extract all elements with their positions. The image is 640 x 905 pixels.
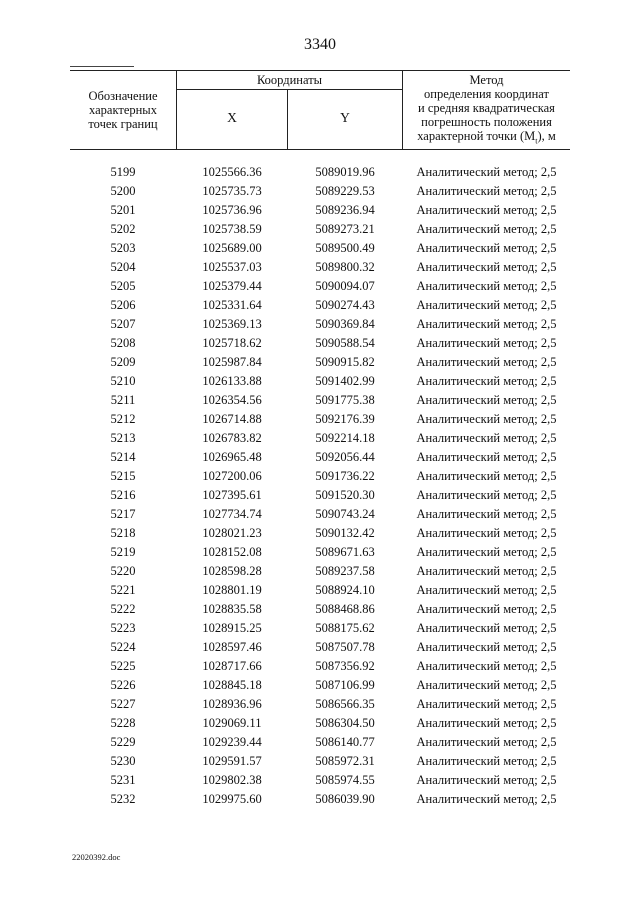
method-cell: Аналитический метод; 2,5 xyxy=(416,659,557,673)
y-coordinate-cell: 5092176.39 xyxy=(315,412,375,426)
method-cell: Аналитический метод; 2,5 xyxy=(416,792,557,806)
x-coordinate-cell: 1026354.56 xyxy=(202,393,262,407)
x-coordinate-cell: 1028801.19 xyxy=(202,583,262,597)
table-row xyxy=(70,277,570,296)
method-cell: Аналитический метод; 2,5 xyxy=(416,640,557,654)
y-coordinate-cell: 5087356.92 xyxy=(315,659,375,673)
table-row xyxy=(70,391,570,410)
table-row xyxy=(70,657,570,676)
method-cell: Аналитический метод; 2,5 xyxy=(416,678,557,692)
header-subscript: t xyxy=(535,136,538,146)
method-cell: Аналитический метод; 2,5 xyxy=(416,393,557,407)
y-coordinate-cell: 5090274.43 xyxy=(315,298,375,312)
header-line: и средняя квадратическая xyxy=(418,101,555,115)
point-id-cell: 5224 xyxy=(110,640,136,654)
point-id-cell: 5218 xyxy=(110,526,136,540)
method-cell: Аналитический метод; 2,5 xyxy=(416,564,557,578)
y-coordinate-cell: 5089273.21 xyxy=(315,222,375,236)
header-text: характерной точки (M xyxy=(417,129,536,143)
y-coordinate-cell: 5090915.82 xyxy=(315,355,375,369)
point-id-cell: 5222 xyxy=(110,602,136,616)
y-coordinate-cell: 5091402.99 xyxy=(315,374,375,388)
y-coordinate-cell: 5087106.99 xyxy=(315,678,375,692)
x-coordinate-cell: 1025736.96 xyxy=(202,203,262,217)
table-row xyxy=(70,182,570,201)
point-id-cell: 5206 xyxy=(110,298,136,312)
table-row xyxy=(70,220,570,239)
point-id-cell: 5215 xyxy=(110,469,136,483)
y-coordinate-cell: 5089019.96 xyxy=(315,165,375,179)
point-id-cell: 5217 xyxy=(110,507,136,521)
y-coordinate-cell: 5091736.22 xyxy=(315,469,375,483)
y-coordinate-cell: 5090094.07 xyxy=(315,279,375,293)
header-method xyxy=(403,73,570,149)
table-row xyxy=(70,543,570,562)
y-coordinate-cell: 5088924.10 xyxy=(315,583,375,597)
x-coordinate-cell: 1025689.00 xyxy=(202,241,262,255)
y-coordinate-cell: 5092214.18 xyxy=(315,431,375,445)
x-coordinate-cell: 1026133.88 xyxy=(202,374,262,388)
y-coordinate-cell: 5086304.50 xyxy=(315,716,375,730)
x-coordinate-cell: 1028597.46 xyxy=(202,640,262,654)
method-cell: Аналитический метод; 2,5 xyxy=(416,450,557,464)
x-coordinate-cell: 1029239.44 xyxy=(202,735,262,749)
point-id-cell: 5229 xyxy=(110,735,136,749)
y-coordinate-cell: 5086140.77 xyxy=(315,735,375,749)
method-cell: Аналитический метод; 2,5 xyxy=(416,412,557,426)
method-cell: Аналитический метод; 2,5 xyxy=(416,241,557,255)
point-id-cell: 5211 xyxy=(110,393,136,407)
footer-filename: 22020392.doc xyxy=(72,852,121,862)
table-row xyxy=(70,372,570,391)
method-cell: Аналитический метод; 2,5 xyxy=(416,203,557,217)
point-id-cell: 5225 xyxy=(110,659,136,673)
y-coordinate-cell: 5091520.30 xyxy=(315,488,375,502)
table-row xyxy=(70,315,570,334)
y-coordinate-cell: 5085974.55 xyxy=(315,773,375,787)
x-coordinate-cell: 1025537.03 xyxy=(202,260,262,274)
y-coordinate-cell: 5089236.94 xyxy=(315,203,375,217)
header-line: точек границ xyxy=(88,117,158,131)
x-coordinate-cell: 1028717.66 xyxy=(202,659,262,673)
table-row xyxy=(70,714,570,733)
method-cell: Аналитический метод; 2,5 xyxy=(416,602,557,616)
x-coordinate-cell: 1026965.48 xyxy=(202,450,262,464)
y-coordinate-cell: 5090588.54 xyxy=(315,336,375,350)
x-coordinate-cell: 1028021.23 xyxy=(202,526,262,540)
point-id-cell: 5210 xyxy=(110,374,136,388)
x-coordinate-cell: 1028845.18 xyxy=(202,678,262,692)
table-row xyxy=(70,486,570,505)
method-cell: Аналитический метод; 2,5 xyxy=(416,165,557,179)
point-id-cell: 5219 xyxy=(110,545,136,559)
method-cell: Аналитический метод; 2,5 xyxy=(416,336,557,350)
method-cell: Аналитический метод; 2,5 xyxy=(416,507,557,521)
table-row xyxy=(70,695,570,714)
point-id-cell: 5199 xyxy=(110,165,136,179)
x-coordinate-cell: 1025738.59 xyxy=(202,222,262,236)
y-coordinate-cell: 5091775.38 xyxy=(315,393,375,407)
point-id-cell: 5231 xyxy=(110,773,136,787)
y-coordinate-cell: 5090743.24 xyxy=(315,507,375,521)
coordinates-table xyxy=(70,70,570,806)
method-cell: Аналитический метод; 2,5 xyxy=(416,583,557,597)
method-cell: Аналитический метод; 2,5 xyxy=(416,697,557,711)
table-row xyxy=(70,429,570,448)
point-id-cell: 5212 xyxy=(110,412,136,426)
point-id-cell: 5207 xyxy=(110,317,136,331)
y-coordinate-cell: 5087507.78 xyxy=(315,640,375,654)
y-coordinate-cell: 5088468.86 xyxy=(315,602,375,616)
y-coordinate-cell: 5086039.90 xyxy=(315,792,375,806)
method-cell: Аналитический метод; 2,5 xyxy=(416,488,557,502)
y-coordinate-cell: 5085972.31 xyxy=(315,754,375,768)
table-row xyxy=(70,163,570,182)
header-x: X xyxy=(227,110,237,125)
point-id-cell: 5228 xyxy=(110,716,136,730)
table-row xyxy=(70,619,570,638)
table-row xyxy=(70,676,570,695)
method-cell: Аналитический метод; 2,5 xyxy=(416,260,557,274)
method-cell: Аналитический метод; 2,5 xyxy=(416,222,557,236)
top-rule xyxy=(70,66,134,67)
x-coordinate-cell: 1025331.64 xyxy=(202,298,262,312)
table-row xyxy=(70,258,570,277)
header-text: ), м xyxy=(537,129,556,143)
x-coordinate-cell: 1028152.08 xyxy=(202,545,262,559)
point-id-cell: 5216 xyxy=(110,488,136,502)
table-row xyxy=(70,448,570,467)
y-coordinate-cell: 5090132.42 xyxy=(315,526,375,540)
method-cell: Аналитический метод; 2,5 xyxy=(416,279,557,293)
table-row xyxy=(70,296,570,315)
x-coordinate-cell: 1025735.73 xyxy=(202,184,262,198)
x-coordinate-cell: 1027395.61 xyxy=(202,488,262,502)
x-coordinate-cell: 1029975.60 xyxy=(202,792,262,806)
y-coordinate-cell: 5089229.53 xyxy=(315,184,375,198)
method-cell: Аналитический метод; 2,5 xyxy=(416,754,557,768)
header-coordinates-rule xyxy=(177,89,402,90)
method-cell: Аналитический метод; 2,5 xyxy=(416,735,557,749)
point-id-cell: 5232 xyxy=(110,792,136,806)
y-coordinate-cell: 5089671.63 xyxy=(315,545,375,559)
method-cell: Аналитический метод; 2,5 xyxy=(416,431,557,445)
table-row xyxy=(70,467,570,486)
x-coordinate-cell: 1028936.96 xyxy=(202,697,262,711)
table-body xyxy=(70,163,570,809)
method-cell: Аналитический метод; 2,5 xyxy=(416,469,557,483)
x-coordinate-cell: 1027734.74 xyxy=(202,507,262,521)
table-row xyxy=(70,410,570,429)
method-cell: Аналитический метод; 2,5 xyxy=(416,298,557,312)
page-number: 3340 xyxy=(304,36,336,53)
table-row xyxy=(70,790,570,809)
method-cell: Аналитический метод; 2,5 xyxy=(416,184,557,198)
point-id-cell: 5201 xyxy=(110,203,136,217)
x-coordinate-cell: 1029069.11 xyxy=(202,716,262,730)
method-cell: Аналитический метод; 2,5 xyxy=(416,374,557,388)
point-id-cell: 5213 xyxy=(110,431,136,445)
header-y: Y xyxy=(340,110,350,125)
y-coordinate-cell: 5092056.44 xyxy=(315,450,375,464)
method-cell: Аналитический метод; 2,5 xyxy=(416,317,557,331)
method-cell: Аналитический метод; 2,5 xyxy=(416,545,557,559)
header-line: Обозначение xyxy=(88,89,158,103)
y-coordinate-cell: 5086566.35 xyxy=(315,697,375,711)
x-coordinate-cell: 1027200.06 xyxy=(202,469,262,483)
method-cell: Аналитический метод; 2,5 xyxy=(416,773,557,787)
point-id-cell: 5204 xyxy=(110,260,136,274)
point-id-cell: 5202 xyxy=(110,222,136,236)
header-line xyxy=(403,129,570,149)
x-coordinate-cell: 1025369.13 xyxy=(202,317,262,331)
table-row xyxy=(70,638,570,657)
x-coordinate-cell: 1025379.44 xyxy=(202,279,262,293)
point-id-cell: 5205 xyxy=(110,279,136,293)
point-id-cell: 5226 xyxy=(110,678,136,692)
point-id-cell: 5227 xyxy=(110,697,136,711)
header-line: характерных xyxy=(89,103,157,117)
point-id-cell: 5209 xyxy=(110,355,136,369)
point-id-cell: 5208 xyxy=(110,336,136,350)
table-row xyxy=(70,752,570,771)
point-id-cell: 5203 xyxy=(110,241,136,255)
method-cell: Аналитический метод; 2,5 xyxy=(416,355,557,369)
x-coordinate-cell: 1025718.62 xyxy=(202,336,262,350)
y-coordinate-cell: 5089500.49 xyxy=(315,241,375,255)
y-coordinate-cell: 5089800.32 xyxy=(315,260,375,274)
table-row xyxy=(70,562,570,581)
x-coordinate-cell: 1026783.82 xyxy=(202,431,262,445)
table-row xyxy=(70,334,570,353)
x-coordinate-cell: 1028915.25 xyxy=(202,621,262,635)
point-id-cell: 5214 xyxy=(110,450,136,464)
method-cell: Аналитический метод; 2,5 xyxy=(416,526,557,540)
y-coordinate-cell: 5090369.84 xyxy=(315,317,375,331)
table-row xyxy=(70,524,570,543)
point-id-cell: 5223 xyxy=(110,621,136,635)
x-coordinate-cell: 1025987.84 xyxy=(202,355,262,369)
point-id-cell: 5230 xyxy=(110,754,136,768)
x-coordinate-cell: 1025566.36 xyxy=(202,165,262,179)
point-id-cell: 5220 xyxy=(110,564,136,578)
x-coordinate-cell: 1028598.28 xyxy=(202,564,262,578)
x-coordinate-cell: 1029591.57 xyxy=(202,754,262,768)
table-row xyxy=(70,581,570,600)
table-row xyxy=(70,733,570,752)
table-row xyxy=(70,239,570,258)
x-coordinate-cell: 1029802.38 xyxy=(202,773,262,787)
x-coordinate-cell: 1026714.88 xyxy=(202,412,262,426)
table-row xyxy=(70,771,570,790)
table-header xyxy=(70,70,570,150)
y-coordinate-cell: 5089237.58 xyxy=(315,564,375,578)
point-id-cell: 5200 xyxy=(110,184,136,198)
header-line: определения координат xyxy=(424,87,549,101)
table-row xyxy=(70,201,570,220)
method-cell: Аналитический метод; 2,5 xyxy=(416,716,557,730)
header-point-designation xyxy=(70,89,176,131)
x-coordinate-cell: 1028835.58 xyxy=(202,602,262,616)
table-row xyxy=(70,353,570,372)
table-row xyxy=(70,505,570,524)
header-line: Метод xyxy=(469,73,504,87)
table-row xyxy=(70,600,570,619)
method-cell: Аналитический метод; 2,5 xyxy=(416,621,557,635)
y-coordinate-cell: 5088175.62 xyxy=(315,621,375,635)
point-id-cell: 5221 xyxy=(110,583,136,597)
header-coordinates: Координаты xyxy=(256,73,323,87)
header-line: погрешность положения xyxy=(421,115,552,129)
